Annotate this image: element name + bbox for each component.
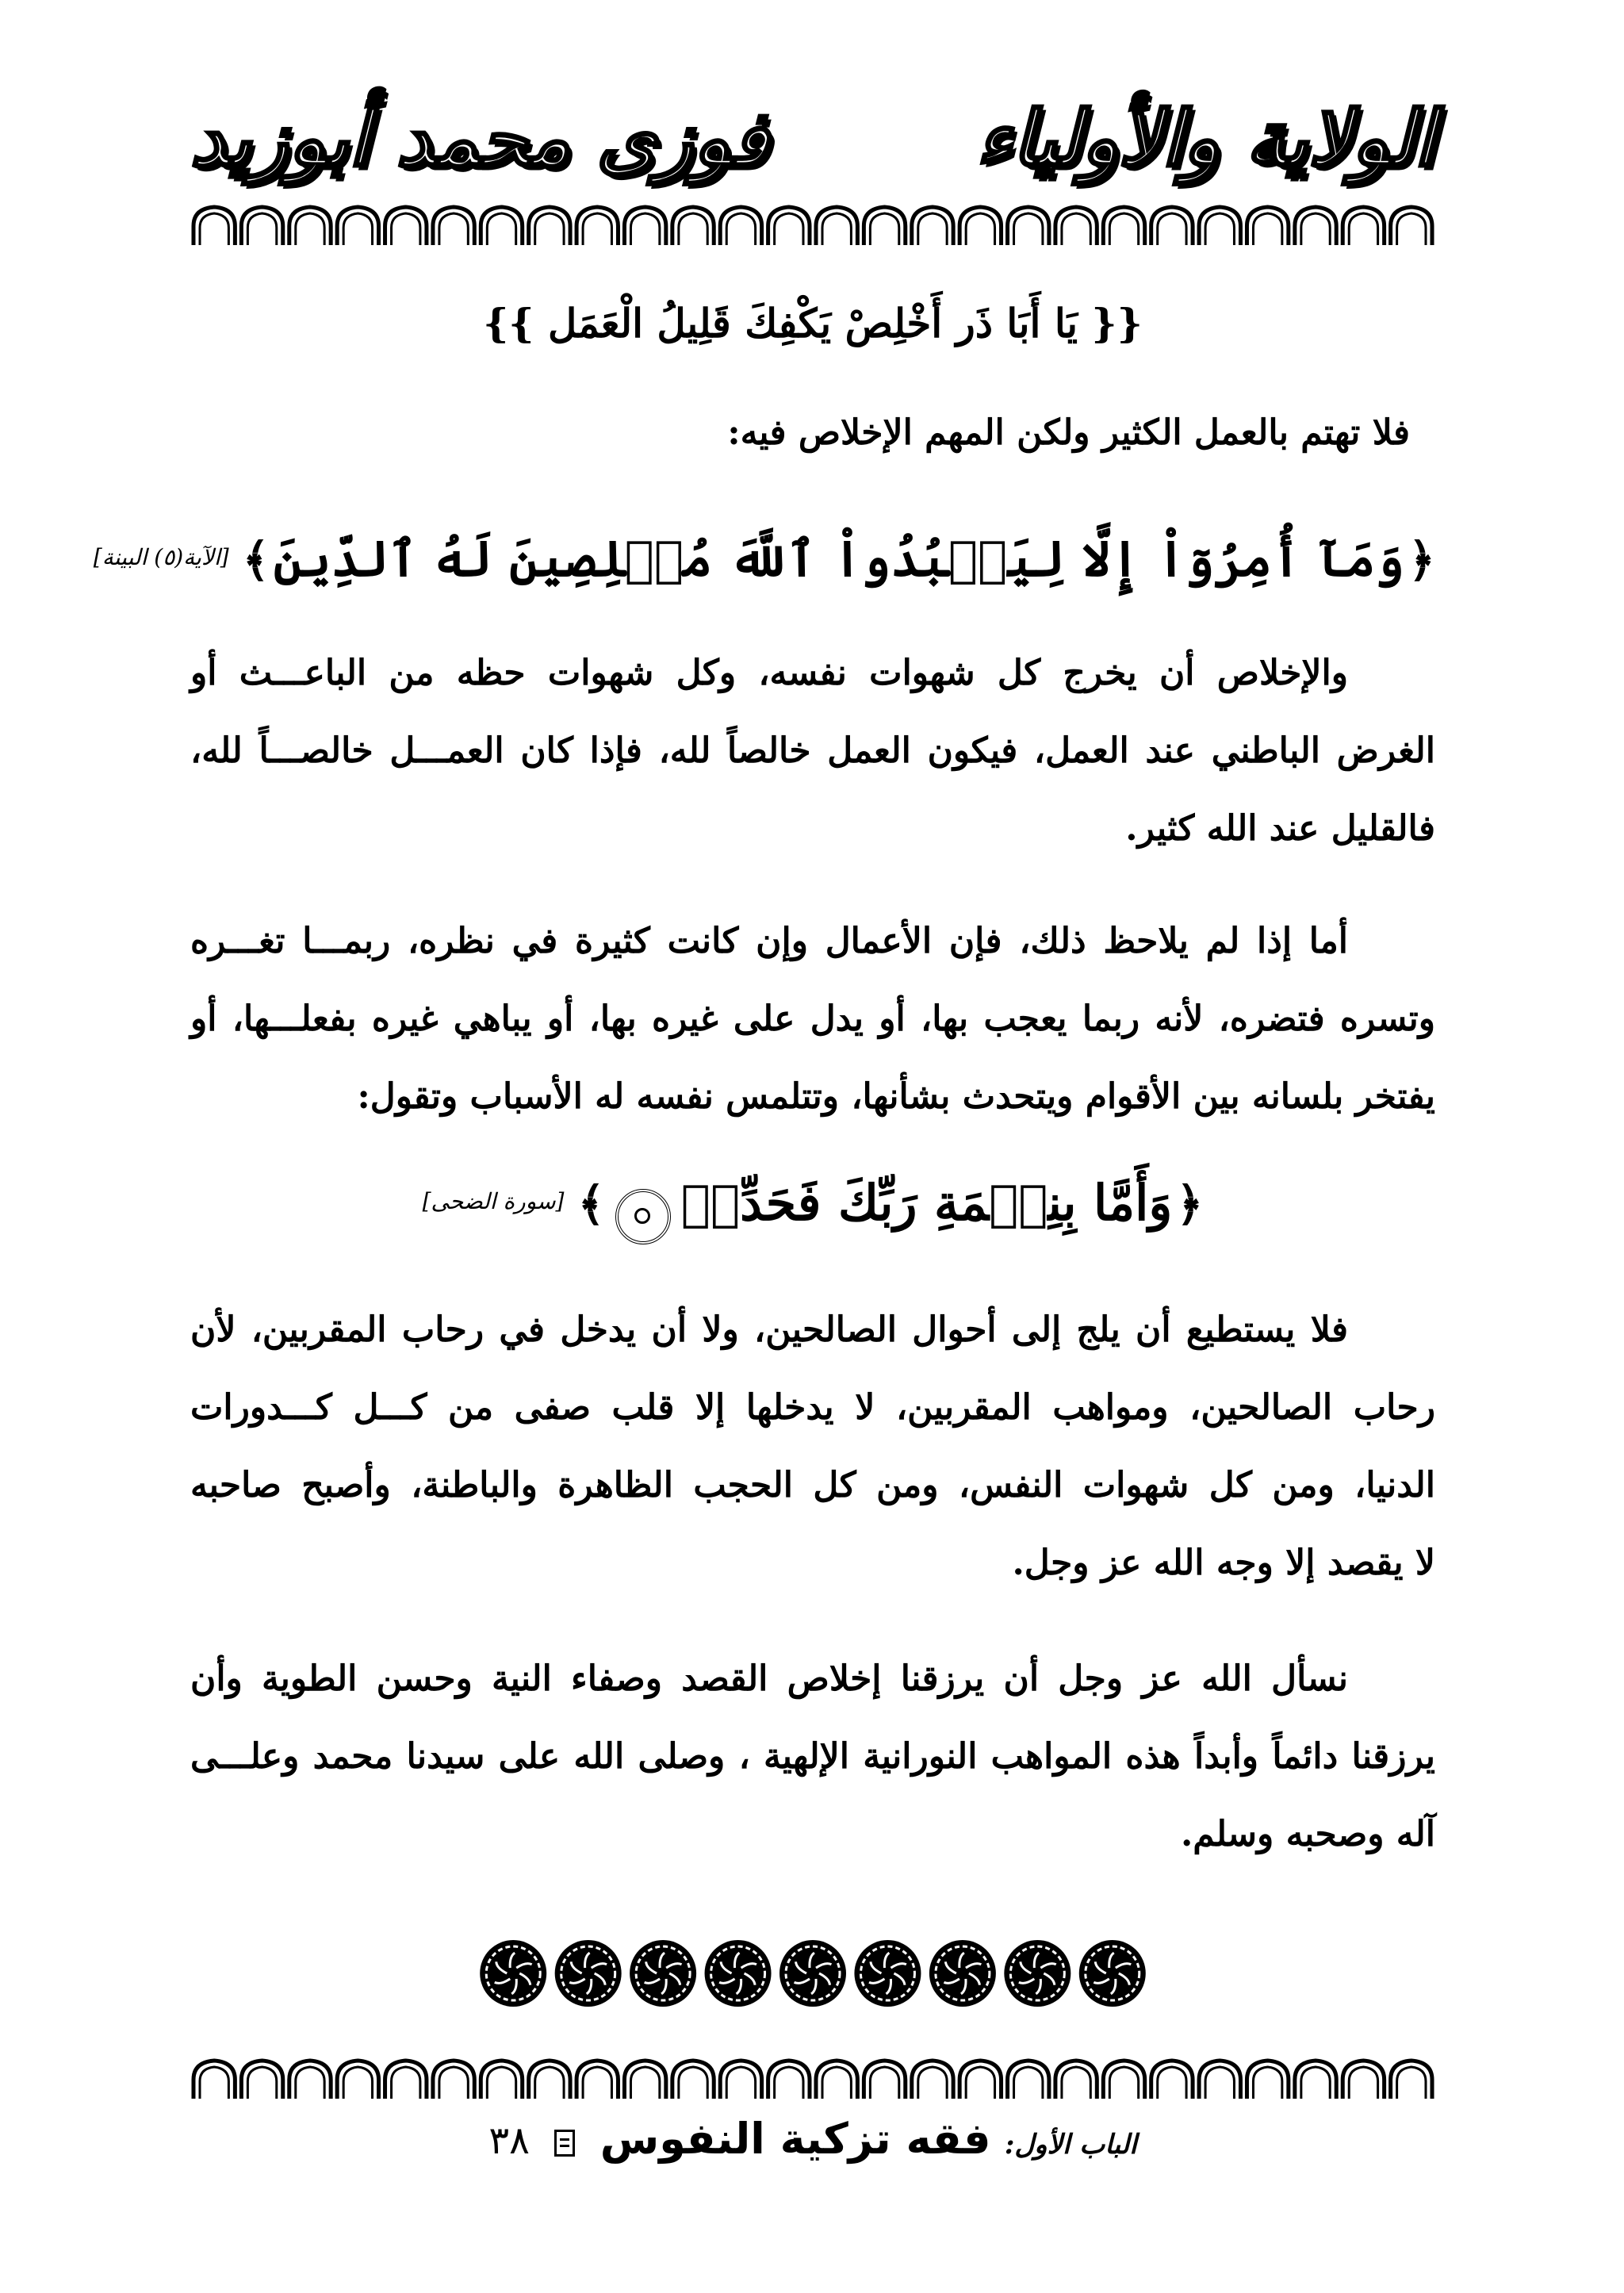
arch-motif-inner: [487, 213, 515, 245]
paragraph-ikhlas: [190, 635, 1435, 868]
arch-motif-inner: [870, 213, 898, 245]
arch-motif-inner: [1014, 213, 1043, 245]
calligraphy-medallion-icon: [630, 1940, 696, 2007]
arch-motif-inner: [1397, 213, 1426, 245]
paragraph-line: أما إذا لم يلاحظ ذلك، فإن الأعمال وإن كانت كثيرة في نظره، ربمـــا تغـــره: [190, 921, 1348, 961]
paragraph-dua: [190, 1640, 1435, 1873]
arch-motif-inner: [1205, 2067, 1234, 2099]
paragraph-salihin: [190, 1291, 1435, 1602]
arch-motif-inner: [1062, 213, 1090, 245]
arch-motif-inner: [392, 213, 420, 245]
book-title: الولاية والأولياء: [976, 94, 1435, 183]
arch-motif-inner: [1014, 2067, 1043, 2099]
arch-motif-inner: [726, 2067, 755, 2099]
page-header: [190, 94, 1435, 181]
paragraph-line: رحاب الصالحين، ومواهب المقربين، لا يدخلها إلا قلب صفى من كـــل كـــدورات: [190, 1387, 1435, 1428]
calligraphy-medallion-icon: [555, 1940, 622, 2007]
author-name: فوزى محمد أبوزيد: [190, 94, 769, 183]
arch-motif-inner: [630, 2067, 659, 2099]
decorative-arch-border-top: [190, 202, 1435, 247]
arch-motif-inner: [870, 2067, 898, 2099]
calligraphy-medallion-icon: [1079, 1940, 1146, 2007]
arch-motif-inner: [296, 2067, 324, 2099]
arch-motif-inner: [1397, 2067, 1426, 2099]
arch-motif-inner: [535, 213, 564, 245]
arch-motif-inner: [1158, 2067, 1186, 2099]
chapter-label: الباب الأول:: [1004, 2129, 1137, 2161]
arch-motif-inner: [247, 2067, 276, 2099]
arch-motif-inner: [1205, 213, 1234, 245]
arch-motif-inner: [1301, 213, 1330, 245]
ayah-end-mark-icon: [615, 1189, 671, 1244]
book-section-title: فقه تزكية النفوس: [599, 2114, 991, 2164]
arch-motif-inner: [1301, 2067, 1330, 2099]
arch-motif-inner: [296, 213, 324, 245]
paragraph-line: نسأل الله عز وجل أن يرزقنا إخلاص القصد وصفاء النية وحسن الطوية وأن: [190, 1658, 1349, 1699]
arch-motif-inner: [726, 213, 755, 245]
arch-motif-inner: [583, 2067, 611, 2099]
arch-motif-inner: [1253, 2067, 1281, 2099]
calligraphy-ornament-row: [476, 1926, 1150, 2021]
arch-motif-inner: [775, 2067, 803, 2099]
calligraphy-medallion-icon: [480, 1940, 546, 2007]
paragraph-line: الدنيا، ومن كل شهوات النفس، ومن كل الحجب الظاهرة والباطنة، وأصبح صاحبه: [190, 1465, 1435, 1505]
arch-motif-inner: [966, 2067, 994, 2099]
arch-motif-inner: [200, 213, 228, 245]
arch-motif-inner: [1349, 213, 1377, 245]
arch-motif-inner: [679, 2067, 707, 2099]
arch-motif-inner: [966, 213, 994, 245]
verse-close-bracket: ﴾: [577, 1177, 605, 1231]
arch-motif-inner: [822, 213, 851, 245]
arch-motif-inner: [679, 213, 707, 245]
quran-verse-duha: [190, 1174, 1435, 1244]
arch-motif-inner: [1109, 213, 1138, 245]
verse-text: وَمَآ أُمِرُوٓاْ إِلَّا لِيَعۡبُدُواْ ٱللَّهَ مُخۡلِصِينَ لَهُ ٱلدِّينَ: [273, 530, 1404, 588]
paragraph-line: آله وصحبه وسلم.: [1180, 1814, 1435, 1854]
paragraph-line: لا يقصد إلا وجه الله عز وجل.: [1012, 1543, 1435, 1583]
arch-motif-inner: [247, 213, 276, 245]
arch-motif-inner: [200, 2067, 228, 2099]
calligraphy-medallion-icon: [779, 1940, 846, 2007]
calligraphy-medallion-icon: [854, 1940, 921, 2007]
arch-motif-inner: [775, 213, 803, 245]
arch-motif-inner: [1253, 213, 1281, 245]
paragraph-line: يفتخر بلسانه بين الأقوام ويتحدث بشأنها، وتتلمس نفسه له الأسباب وتقول:: [357, 1076, 1435, 1117]
arch-motif-inner: [583, 213, 611, 245]
arch-motif-inner: [1109, 2067, 1138, 2099]
arch-motif-inner: [822, 2067, 851, 2099]
arch-motif-inner: [343, 213, 372, 245]
arch-motif-inner: [439, 213, 468, 245]
hadith-quote: {{ يَا أَبَا ذَر أَخْلِصْ يَكْفِكَ قَلِيلُ الْعَمَل }}: [483, 300, 1143, 347]
calligraphy-medallion-icon: [929, 1940, 996, 2007]
decorative-arch-border-bottom: [190, 2056, 1435, 2100]
verse-open-bracket: ﴿: [1408, 533, 1435, 587]
calligraphy-medallion-icon: [1004, 1940, 1071, 2007]
arch-motif-inner: [1349, 2067, 1377, 2099]
page-icon: [554, 2130, 575, 2157]
arch-motif-inner: [1158, 213, 1186, 245]
arch-motif-inner: [487, 2067, 515, 2099]
paragraph-line: الغرض الباطني عند العمل، فيكون العمل خالصاً لله، فإذا كان العمـــل خالصـــاً لله،: [190, 730, 1435, 771]
arch-motif-inner: [918, 2067, 947, 2099]
verse-close-bracket: ﴾: [242, 533, 270, 587]
paragraph-line: وتسره فتضره، لأنه ربما يعجب بها، أو يدل على غيره بها، أو يباهي غيره بفعلـــها، أو: [190, 999, 1435, 1039]
page-footer: [190, 2114, 1435, 2164]
verse-reference: [الآية(٥) البينة]: [93, 544, 229, 570]
paragraph-riya: [190, 903, 1435, 1136]
paragraph-line: فلا يستطيع أن يلج إلى أحوال الصالحين، ولا أن يدخل في رحاب المقربين، لأن: [190, 1309, 1348, 1350]
arch-motif-inner: [630, 213, 659, 245]
paragraph-line: يرزقنا دائماً وأبداً هذه المواهب النورانية الإلهية ، وصلى الله على سيدنا محمد وعلـــى: [190, 1736, 1435, 1777]
page-number: ٣٨: [488, 2119, 530, 2163]
arch-motif-inner: [535, 2067, 564, 2099]
quran-verse-bayyinah: [93, 530, 1435, 588]
arch-motif-inner: [1062, 2067, 1090, 2099]
verse-open-bracket: ﴿: [1176, 1177, 1204, 1231]
paragraph-line: والإخلاص أن يخرج كل شهوات نفسه، وكل شهوات حظه من الباعـــث أو: [190, 653, 1348, 693]
verse-reference: [سورة الضحى]: [422, 1188, 565, 1214]
verse-text: وَأَمَّا بِنِعۡمَةِ رَبِّكَ فَحَدِّثۡ: [680, 1174, 1173, 1232]
calligraphy-medallion-icon: [705, 1940, 772, 2007]
arch-motif-inner: [392, 2067, 420, 2099]
paragraph-line: فالقليل عند الله كثير.: [1125, 808, 1435, 849]
arch-motif-inner: [439, 2067, 468, 2099]
intro-sentence: فلا تهتم بالعمل الكثير ولكن المهم الإخلاص فيه:: [727, 412, 1410, 453]
arch-motif-inner: [918, 213, 947, 245]
arch-motif-inner: [343, 2067, 372, 2099]
